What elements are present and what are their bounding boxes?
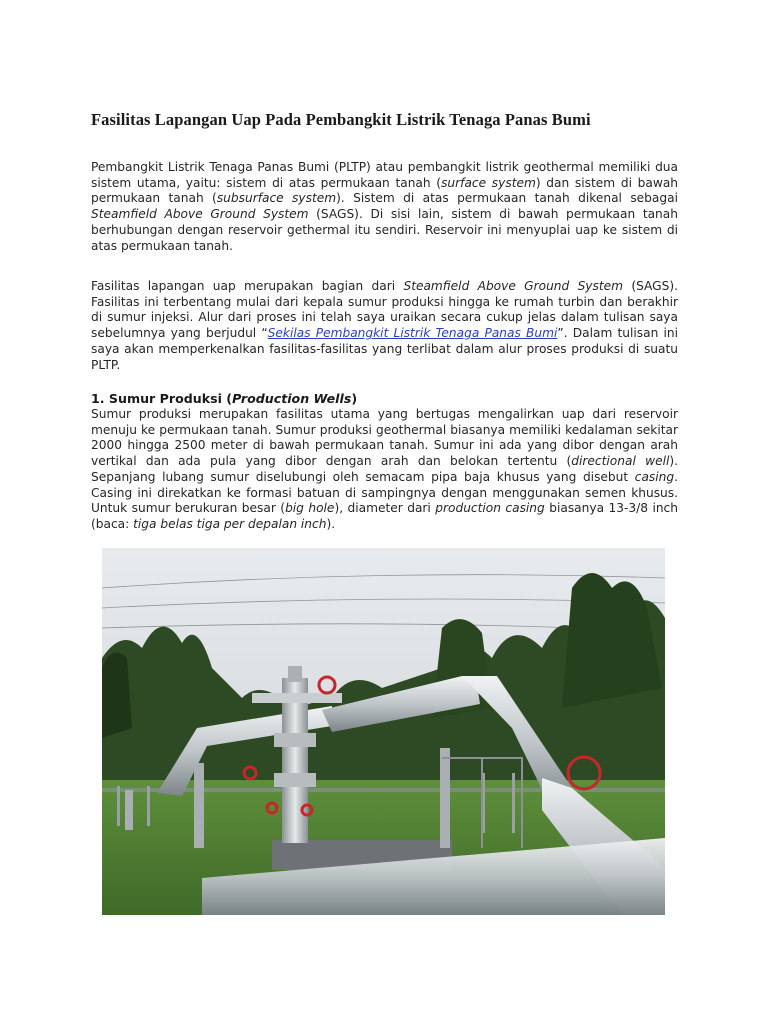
text-run: ) dan sistem di bawah permukaan tanah ( — [91, 175, 679, 206]
section-heading — [91, 391, 357, 406]
text-run: (SAGS). Di sisi lain, sistem di bawah permukaan tanah berhubungan dengan reservoir gethermal itu sendiri. Reservoir ini menyuplai uap ke sistem di atas permukaan tanah. — [91, 207, 678, 253]
text-run: (SAGS). Fasilitas ini terbentang mulai dari kepala sumur produksi hingga ke rumah turbin dan berakhir di sumur injeksi. Alur dari proses ini telah saya uraikan secara cukup jelas dalam tulisan saya sebelumnya yang berjudul “ — [91, 279, 678, 341]
heading-text: ) — [351, 391, 358, 406]
text-run: Pembangkit Listrik Tenaga Panas Bumi (PLTP) atau pembangkit listrik geothermal memiliki dua sistem utama, yaitu: sistem di atas permukaan tanah ( — [91, 160, 678, 190]
italic-term: production casing — [435, 501, 545, 516]
text-run: Sumur produksi merupakan fasilitas utama yang bertugas mengalirkan uap dari reservoir menuju ke permukaan tanah. Sumur produksi geothermal biasanya memiliki kedalaman sekitar 2000 hingga 2500 meter di bawah permukaan tanah. Sumur ini ada yang dibor dengan arah vertikal dan ada pula yang dibor dengan arah dan belokan tertentu ( — [91, 407, 678, 469]
text-run: ). Sistem di atas permukaan tanah dikenal sebagai — [336, 191, 678, 206]
italic-term: directional well — [571, 454, 670, 469]
heading-text: 1. Sumur Produksi ( — [91, 391, 233, 406]
italic-term: casing — [634, 469, 675, 484]
italic-term: subsurface system — [216, 191, 337, 206]
italic-term: big hole — [285, 501, 335, 516]
text-run: . Casing ini direkatkan ke formasi batuan di sampingnya dengan menggunakan semen khusus. Untuk sumur berukuran besar ( — [91, 469, 678, 516]
text-run: Fasilitas lapangan uap merupakan bagian dari — [91, 279, 404, 293]
text-run: ), diameter dari — [334, 501, 436, 516]
photo-illustration — [102, 548, 665, 915]
text-run: ). Sepanjang lubang sumur diselubungi oleh semacam pipa baja khusus yang disebut — [91, 454, 678, 484]
italic-term: Steamfield Above Ground System — [403, 279, 624, 293]
italic-term: tiga belas tiga per depalan inch — [133, 516, 327, 531]
page-title: Fasilitas Lapangan Uap Pada Pembangkit Listrik Tenaga Panas Bumi — [91, 110, 591, 129]
wellhead-photo — [102, 548, 665, 915]
text-run: ”. Dalam tulisan ini saya akan memperkenalkan fasilitas-fasilitas yang terlibat dalam alur proses produksi di suatu PLTP. — [91, 326, 678, 372]
italic-term: surface system — [441, 175, 536, 190]
production-wells-paragraph — [91, 407, 678, 533]
article-link[interactable]: Sekilas Pembangkit Listrik Tenaga Panas Bumi — [267, 326, 558, 341]
sags-paragraph — [91, 279, 678, 373]
intro-paragraph — [91, 160, 678, 254]
italic-term: Steamfield Above Ground System — [91, 207, 309, 222]
heading-italic: Production Wells — [232, 391, 352, 406]
text-run: ). — [326, 516, 336, 531]
text-run: biasanya 13-3/8 inch (baca: — [91, 501, 678, 531]
